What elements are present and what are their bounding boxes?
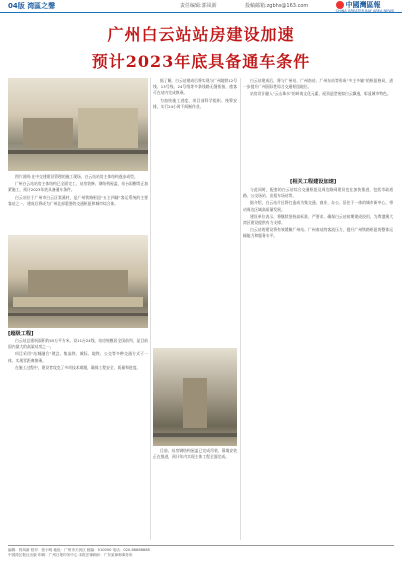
page-footer: 编辑：郭凤新 校对：张小明 地址：广州市天河区 邮编：510000 电话：020-88888888 中国湾区报社出版 印刷：广州日报印务中心 本报法律顾问：广东某律师事务所 xyxy=(8,545,394,558)
column-divider xyxy=(240,78,241,540)
article-subtitle: 预计2023年底具备通车条件 xyxy=(91,52,311,71)
page-header xyxy=(0,0,402,13)
photo-construction-site xyxy=(8,78,148,171)
article-column-2: 据了解，白云站建成后将实现与广州地铁12号线、13号线、24号线等多条线路无缝衔接，旅客可在站内完成换乘。 为加快施工进度，项目部科学组织、统筹安排，实行24小时不间断作业。 xyxy=(153,78,237,109)
column-divider xyxy=(150,78,151,540)
section-heading-1: [超级工程] xyxy=(8,331,34,337)
editor-label: 责任编辑:郭凤新 xyxy=(180,3,217,9)
headline-area xyxy=(0,22,402,72)
article-column-1: 图片说明:在中交建建设管理的施工现场，白云站站房主体结构逐步成型。 广州白云站站房主体结构已全面完工，站房装修、钢结构屋盖、站台雨棚等正加紧施工，预计2023年底具备通车条件。 白云站位于广州市白云区棠溪村，是广州铁路枢纽“五主四辅”客运系统的主要客站之一，建成后将成为广州北部重要的交通枢纽和城市综合体。 xyxy=(8,174,148,206)
masthead-brand: 中國灣區報 CHINA GREATER BAY AREA NEWS xyxy=(335,1,394,13)
article-column-1b: 白云站总建筑面积约45万平方米，设11台24线，站房规模居全国前列，是目前国内最大的高架站房之一。 项目采用“站城融合”理念，集高铁、城际、地铁、公交等多种交通方式于一体，实现零距离换乘。 在施工过程中，建设者攻克了多项技术难题，确保工程安全、质量和进度。 xyxy=(8,338,148,370)
article-column-3b: 与此同时，配套的白云站综合交通枢纽及周边路网建设也在加快推进，包括市政道路、公交场站、出租车场站等。 据介绍，白云站片区将打造成为集交通、商业、办公、居住于一体的城市新中心，带动周边区域高质量发展。 建设单位表示，将继续坚持高标准、严要求，确保白云站按期建成投用，为粤港澳大湾区建设提供有力支撑。 白云站的建设将有效缓解广州站、广州南站的客流压力，提升广州铁路枢纽的整体运输能力和服务水平。 xyxy=(243,187,393,239)
photo-worker xyxy=(153,348,237,446)
photo-station-aerial xyxy=(8,235,148,328)
section-heading-2: [相关工程建设加速] xyxy=(290,179,337,185)
brand-logo-icon xyxy=(336,1,344,9)
article-column-3: 白云站建成后，将与广州站、广州南站、广州东站等形成“多主多辅”的枢纽格局，进一步提升广州国际性综合交通枢纽地位。 站房设计融入“云山珠水”的岭南文化元素，屋顶造型宛如白云飘逸，彰显城市特色。 xyxy=(243,78,393,97)
article-column-2b: 目前，站房钢结构屋盖已完成吊装，幕墙安装正在推进，预计年内实现主体工程全面完成。 xyxy=(153,448,237,460)
email-label: 投稿邮箱:zgbhs@163.com xyxy=(245,3,309,9)
page-number: 04版 湾區之聲 xyxy=(8,2,56,10)
photo-caption: 图片说明:在中交建建设管理的施工现场，白云站站房主体结构逐步成型。 xyxy=(15,174,138,179)
article-title: 广州白云站站房建设加速 xyxy=(107,25,295,44)
